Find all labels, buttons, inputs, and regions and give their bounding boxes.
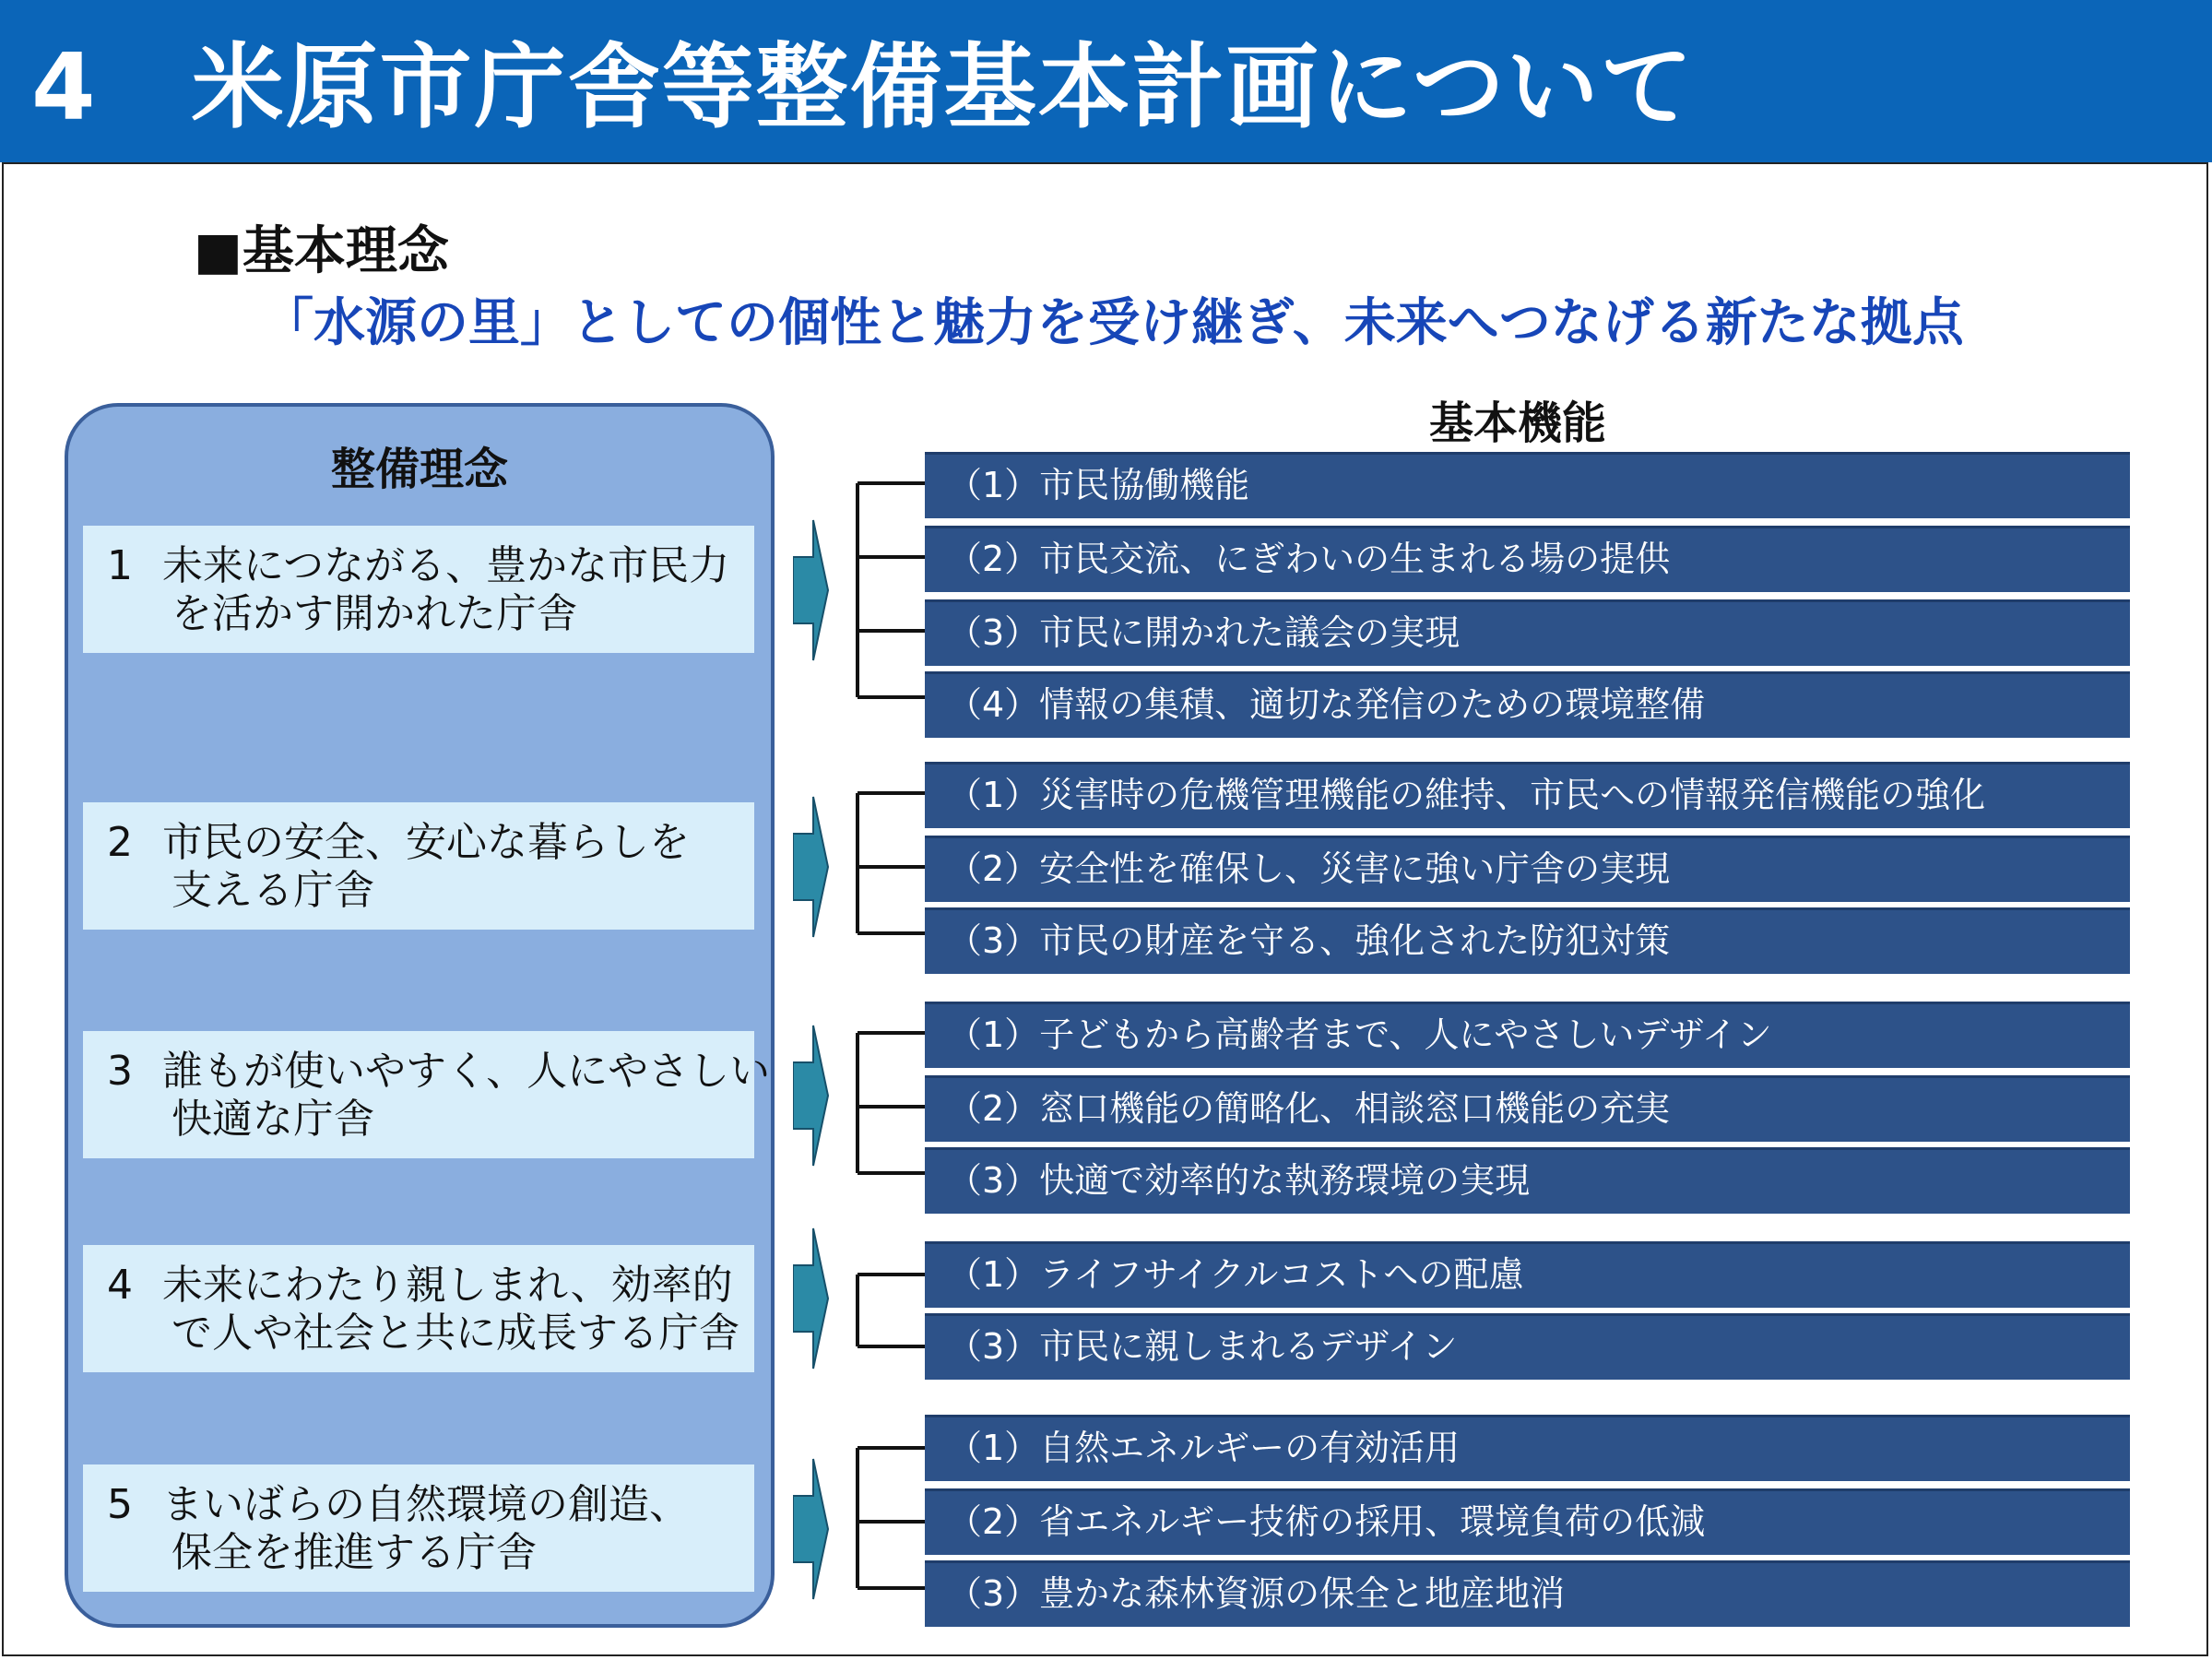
connector-bracket — [848, 1029, 931, 1186]
connector-bracket — [848, 1271, 931, 1354]
function-bar: （3）市民に親しまれるデザイン — [925, 1313, 2130, 1380]
functions-title: 基本機能 — [1429, 397, 1607, 449]
principle-number: 5 — [107, 1481, 133, 1528]
principle-number: 1 — [107, 542, 133, 589]
principle-box-5 — [83, 1464, 754, 1592]
function-bar: （3）市民に開かれた議会の実現 — [925, 599, 2130, 666]
connector-bracket — [848, 1444, 931, 1601]
principle-text-line2: を活かす開かれた庁舎 — [172, 590, 577, 637]
principle-text-line2: 快適な庁舎 — [172, 1096, 374, 1143]
principle-box-2 — [83, 802, 754, 930]
basic-philosophy-motto: 「水源の里」としての個性と魅力を受け継ぎ、未来へつなげる新たな拠点 — [262, 293, 1964, 353]
function-bar: （1）市民協働機能 — [925, 452, 2130, 518]
arrow-right-icon — [793, 1022, 830, 1169]
principle-text-line1: 未来にわたり親しまれ、効率的 — [162, 1262, 733, 1309]
function-bar: （1）災害時の危機管理機能の維持、市民への情報発信機能の強化 — [925, 762, 2130, 828]
arrow-right-icon — [793, 1225, 830, 1372]
section-heading: ■基本理念 — [194, 221, 449, 281]
function-bar: （1）ライフサイクルコストへの配慮 — [925, 1241, 2130, 1308]
principle-text-line2: 支える庁舎 — [172, 867, 374, 914]
principle-text-line2: で人や社会と共に成長する庁舎 — [172, 1310, 739, 1357]
principle-box-1 — [83, 526, 754, 653]
function-bar: （4）情報の集積、適切な発信のための環境整備 — [925, 671, 2130, 738]
principle-text-line1: 誰もが使いやすく、人にやさしい — [162, 1048, 771, 1095]
function-bar: （2）安全性を確保し、災害に強い庁舎の実現 — [925, 836, 2130, 902]
principle-number: 4 — [107, 1262, 133, 1309]
principle-number: 2 — [107, 819, 133, 866]
arrow-right-icon — [793, 516, 830, 664]
principle-text-line1: まいばらの自然環境の創造、 — [162, 1481, 690, 1528]
connector-bracket — [848, 480, 931, 710]
arrow-right-icon — [793, 1455, 830, 1603]
function-bar: （3）快適で効率的な執務環境の実現 — [925, 1147, 2130, 1214]
principle-box-4 — [83, 1245, 754, 1372]
function-bar: （1）自然エネルギーの有効活用 — [925, 1415, 2130, 1481]
function-bar: （2）省エネルギー技術の採用、環境負荷の低減 — [925, 1488, 2130, 1555]
function-bar: （1）子どもから高齢者まで、人にやさしいデザイン — [925, 1002, 2130, 1068]
page-title: 4 米原市庁舎等整備基本計画について — [31, 33, 1695, 141]
function-bar: （3）市民の財産を守る、強化された防犯対策 — [925, 907, 2130, 974]
function-bar: （2）市民交流、にぎわいの生まれる場の提供 — [925, 526, 2130, 592]
function-bar: （3）豊かな森林資源の保全と地産地消 — [925, 1560, 2130, 1627]
header-bar — [0, 0, 2212, 162]
connector-bracket — [848, 789, 931, 946]
principle-text-line1: 市民の安全、安心な暮らしを — [162, 819, 690, 866]
function-bar: （2）窓口機能の簡略化、相談窓口機能の充実 — [925, 1075, 2130, 1142]
principle-text-line1: 未来につながる、豊かな市民力 — [162, 542, 730, 589]
principle-box-3 — [83, 1031, 771, 1158]
principles-title: 整備理念 — [330, 444, 508, 495]
arrow-right-icon — [793, 793, 830, 941]
principle-number: 3 — [107, 1048, 133, 1095]
principle-text-line2: 保全を推進する庁舎 — [172, 1529, 537, 1576]
